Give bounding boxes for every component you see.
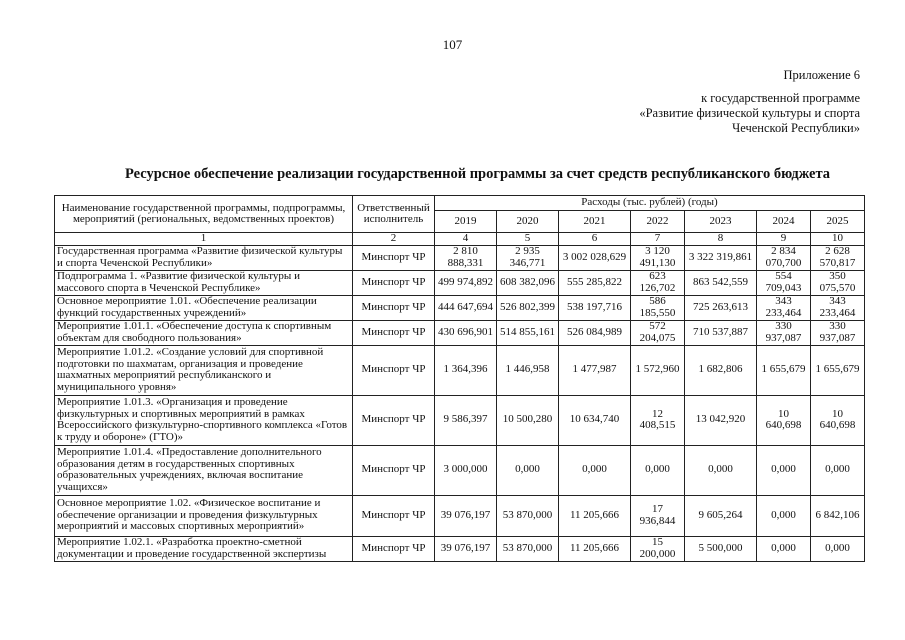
column-number: 4 [435, 233, 497, 246]
header-year: 2025 [811, 211, 865, 233]
row-value: 608 382,096 [497, 270, 559, 295]
table-row [55, 295, 865, 320]
row-value: 499 974,892 [435, 270, 497, 295]
column-number: 8 [685, 233, 757, 246]
row-executor: Минспорт ЧР [353, 345, 435, 395]
row-value: 39 076,197 [435, 495, 497, 536]
row-name: Подпрограмма 1. «Развитие физической культуры и массового спорта в Чеченской Республике» [55, 270, 353, 295]
row-value: 6 842,106 [811, 495, 865, 536]
column-number: 6 [559, 233, 631, 246]
row-value: 12 408,515 [631, 395, 685, 445]
row-value: 350 075,570 [811, 270, 865, 295]
row-name: Государственная программа «Развитие физической культуры и спорта Чеченской Республики» [55, 245, 353, 270]
row-value: 586 185,550 [631, 295, 685, 320]
row-value: 11 205,666 [559, 536, 631, 561]
row-value: 10 640,698 [811, 395, 865, 445]
row-value: 1 477,987 [559, 345, 631, 395]
row-value: 10 634,740 [559, 395, 631, 445]
row-value: 538 197,716 [559, 295, 631, 320]
row-value: 2 628 570,817 [811, 245, 865, 270]
row-value: 1 572,960 [631, 345, 685, 395]
row-value: 13 042,920 [685, 395, 757, 445]
row-value: 554 709,043 [757, 270, 811, 295]
row-value: 526 802,399 [497, 295, 559, 320]
row-value: 9 605,264 [685, 495, 757, 536]
row-value: 555 285,822 [559, 270, 631, 295]
row-value: 1 655,679 [811, 345, 865, 395]
row-value: 863 542,559 [685, 270, 757, 295]
row-name: Мероприятие 1.01.3. «Организация и проведение физкультурных и спортивных мероприятий в рамках Всероссийского физкультурно-спортивного комплекса «Готов к труду и обороне» (ГТО)» [55, 395, 353, 445]
row-value: 17 936,844 [631, 495, 685, 536]
appendix-line-2: «Развитие физической культуры и спорта [639, 106, 860, 120]
row-value: 1 364,396 [435, 345, 497, 395]
row-value: 53 870,000 [497, 536, 559, 561]
table-row [55, 320, 865, 345]
row-value: 514 855,161 [497, 320, 559, 345]
column-number: 1 [55, 233, 353, 246]
header-year: 2021 [559, 211, 631, 233]
table-row [55, 395, 865, 445]
header-year: 2024 [757, 211, 811, 233]
column-number: 5 [497, 233, 559, 246]
appendix-block [639, 68, 860, 136]
row-value: 9 586,397 [435, 395, 497, 445]
row-value: 10 500,280 [497, 395, 559, 445]
appendix-label: Приложение 6 [783, 68, 860, 82]
row-value: 330 937,087 [811, 320, 865, 345]
row-value: 343 233,464 [811, 295, 865, 320]
row-value: 1 446,958 [497, 345, 559, 395]
row-executor: Минспорт ЧР [353, 445, 435, 495]
column-number: 2 [353, 233, 435, 246]
row-value: 3 002 028,629 [559, 245, 631, 270]
row-value: 11 205,666 [559, 495, 631, 536]
row-value: 0,000 [811, 445, 865, 495]
header-expenses: Расходы (тыс. рублей) (годы) [435, 196, 865, 211]
table-row [55, 445, 865, 495]
header-executor: Ответственный исполнитель [353, 196, 435, 233]
column-number: 7 [631, 233, 685, 246]
row-name: Основное мероприятие 1.02. «Физическое воспитание и обеспечение организации и проведения физкультурных мероприятий и массовых спортивных мероприятий» [55, 495, 353, 536]
row-name: Мероприятие 1.01.2. «Создание условий для спортивной подготовки по шахматам, организация и проведение шахматных мероприятий республиканского и муниципального уровня» [55, 345, 353, 395]
table-row [55, 495, 865, 536]
row-executor: Минспорт ЧР [353, 320, 435, 345]
row-value: 2 810 888,331 [435, 245, 497, 270]
budget-table [54, 195, 865, 562]
table-row [55, 245, 865, 270]
header-year: 2020 [497, 211, 559, 233]
table-row [55, 536, 865, 561]
row-value: 3 000,000 [435, 445, 497, 495]
row-value: 444 647,694 [435, 295, 497, 320]
page-number: 107 [442, 37, 463, 52]
row-value: 0,000 [757, 495, 811, 536]
row-value: 0,000 [559, 445, 631, 495]
row-value: 0,000 [497, 445, 559, 495]
table-row [55, 345, 865, 395]
header-name: Наименование государственной программы, подпрограммы, мероприятий (региональных, ведомственных проектов) [55, 196, 353, 233]
row-value: 5 500,000 [685, 536, 757, 561]
column-number: 10 [811, 233, 865, 246]
appendix-line-3: Чеченской Республики» [732, 121, 860, 135]
row-value: 39 076,197 [435, 536, 497, 561]
document-title: Ресурсное обеспечение реализации государственной программы за счет средств республиканского бюджета [124, 166, 830, 182]
row-value: 0,000 [757, 445, 811, 495]
column-number: 9 [757, 233, 811, 246]
row-value: 330 937,087 [757, 320, 811, 345]
row-name: Основное мероприятие 1.01. «Обеспечение реализации функций государственных учреждений» [55, 295, 353, 320]
row-value: 1 682,806 [685, 345, 757, 395]
row-value: 0,000 [811, 536, 865, 561]
row-value: 572 204,075 [631, 320, 685, 345]
row-executor: Минспорт ЧР [353, 245, 435, 270]
row-executor: Минспорт ЧР [353, 395, 435, 445]
row-value: 0,000 [685, 445, 757, 495]
row-value: 2 834 070,700 [757, 245, 811, 270]
appendix-line-1: к государственной программе [701, 91, 860, 105]
row-value: 15 200,000 [631, 536, 685, 561]
row-executor: Минспорт ЧР [353, 495, 435, 536]
row-name: Мероприятие 1.02.1. «Разработка проектно-сметной документации и проведение государственной экспертизы [55, 536, 353, 561]
row-value: 0,000 [631, 445, 685, 495]
header-year: 2022 [631, 211, 685, 233]
row-value: 0,000 [757, 536, 811, 561]
row-value: 3 120 491,130 [631, 245, 685, 270]
row-value: 10 640,698 [757, 395, 811, 445]
row-value: 623 126,702 [631, 270, 685, 295]
row-name: Мероприятие 1.01.1. «Обеспечение доступа к спортивным объектам для свободного пользования» [55, 320, 353, 345]
row-value: 53 870,000 [497, 495, 559, 536]
row-name: Мероприятие 1.01.4. «Предоставление дополнительного образования детям в государственных спортивных образовательных учреждениях, включая воспитание учащихся» [55, 445, 353, 495]
row-executor: Минспорт ЧР [353, 270, 435, 295]
row-value: 2 935 346,771 [497, 245, 559, 270]
row-value: 3 322 319,861 [685, 245, 757, 270]
header-year: 2019 [435, 211, 497, 233]
row-executor: Минспорт ЧР [353, 295, 435, 320]
header-year: 2023 [685, 211, 757, 233]
row-executor: Минспорт ЧР [353, 536, 435, 561]
table-row [55, 270, 865, 295]
row-value: 725 263,613 [685, 295, 757, 320]
row-value: 1 655,679 [757, 345, 811, 395]
row-value: 526 084,989 [559, 320, 631, 345]
row-value: 430 696,901 [435, 320, 497, 345]
row-value: 343 233,464 [757, 295, 811, 320]
row-value: 710 537,887 [685, 320, 757, 345]
